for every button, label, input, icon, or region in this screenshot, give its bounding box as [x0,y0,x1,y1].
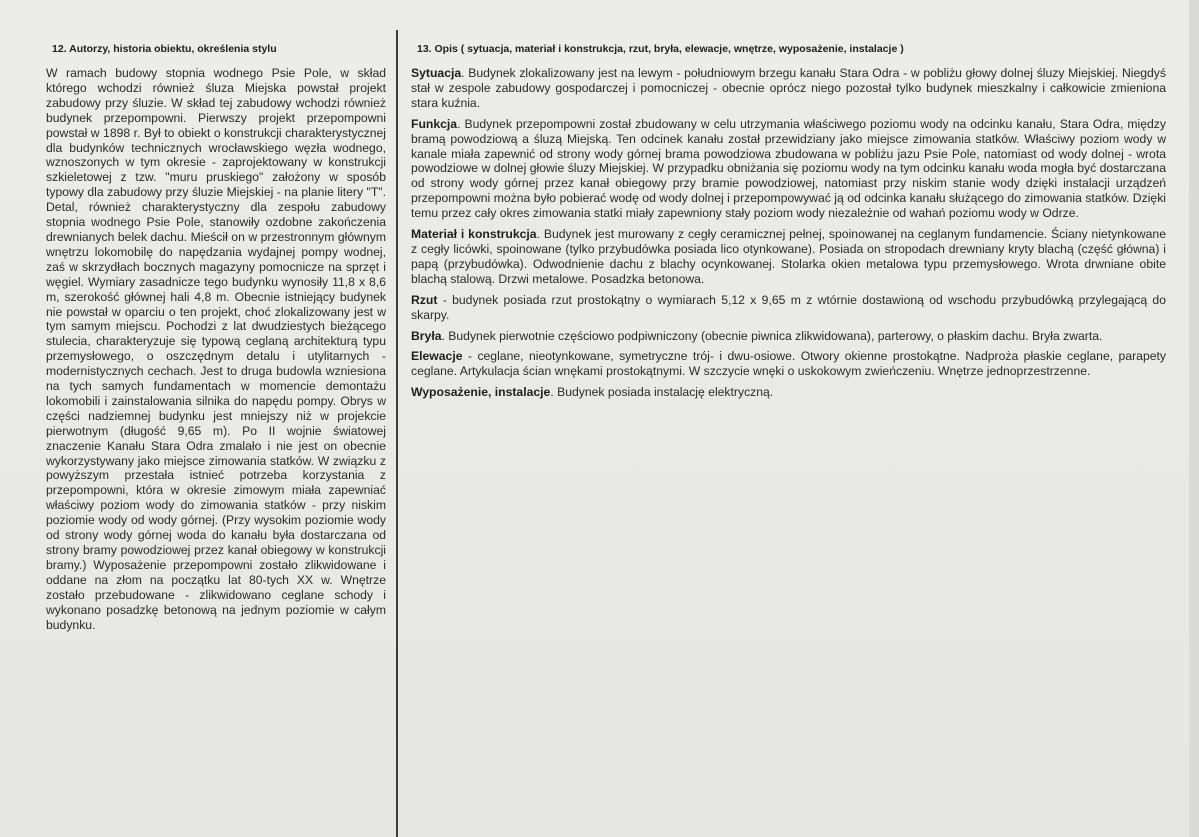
massing-paragraph [411,329,1166,344]
plan-text: - budynek posiada rzut prostokątny o wymiarach 5,12 x 9,65 m z wtórnie dostawioną od wschodu przybudówką przylegającą do skarpy. [411,292,1166,322]
equipment-paragraph [411,385,1166,400]
page-edge [1189,0,1199,837]
situation-label: Sytuacja [411,66,462,80]
function-paragraph [411,117,1166,221]
plan-paragraph [411,293,1166,323]
material-label: Materiał i konstrukcja [411,227,537,242]
massing-text: . Budynek pierwotnie częściowo podpiwniczony (obecnie piwnica zlikwidowana), parterowy, o płaskim dachu. Bryła zwarta. [441,328,1103,343]
left-section-heading: 12. Autorzy, historia obiektu, określenia stylu [52,43,277,55]
facades-paragraph [411,349,1166,379]
facades-label: Elewacje [411,349,463,364]
column-divider [396,30,398,837]
function-text: . Budynek przepompowni został zbudowany w celu utrzymania właściwego poziomu wody na odcinku kanału, Stara Odra, między bramą powodziową a śluzą Miejską. Ten odcinek kanału został przewidziany jako miejsce zimowania statków. Właściwy poziom wody w kanale miała zapewnić od strony wody górnej brama powodziowa zbudowana w pobliżu jazu Psie Pole, natomiast od wody dolnej - wrota powodziowe w dolnej głowie śluzy Miejskiej. W przypadku obniżania się poziomu wody na tym odcinku kanału woda mogła być dostarczana od strony wody górnej przez kanał obiegowy przy bramie powodziowej, natomiast przy niskim stanie wody dzięki instalacji urządzeń przepompowni można było pobierać wodę od wody dolnej i przepompowywać ją od odcinka kanału służącego do zimowania statków. Dzięki temu przez cały okres zimowania statki miały zapewniony stały poziom wody niezależnie od wahań poziomu wody w Odrze. [411,116,1166,221]
right-section-heading: 13. Opis ( sytuacja, materiał i konstrukcja, rzut, bryła, elewacje, wnętrze, wyposażenie, instalacje ) [417,43,904,55]
situation-text: . Budynek zlokalizowany jest na lewym - południowym brzegu kanału Stara Odra - w pobliżu głowy dolnej śluzy Miejskiej. Niegdyś stał w zespole zabudowy gospodarczej i pomocniczej - obecnie oprócz niego pozostał tylko budynek mieszkalny i całkowicie zmieniona stara kuźnia. [411,66,1166,110]
plan-label: Rzut [411,292,438,307]
material-text: . Budynek jest murowany z cegły ceramicznej pełnej, spoinowanej na ceglanym fundamencie. Ściany nietynkowane z cegły licówki, spoinowane (tylko przybudówka posiada lico otynkowane). Posiada on stropodach drewniany kryty blachą (część główna) i papą (przybudówka). Odwodnienie dachu z blachy ocynkowanej. Stolarka okien metalowa typu przemysłowego. Wrota drwniane obite blachą stalową. Drzwi metalowe. Posadzka betonowa. [411,227,1166,286]
material-paragraph [411,227,1166,287]
equipment-label: Wyposażenie, instalacje [411,385,551,400]
situation-paragraph [411,66,1166,111]
description-column [411,66,1166,406]
equipment-text: . Budynek posiada instalację elektryczną. [550,385,774,400]
massing-label: Bryła [411,328,442,343]
facades-text: - ceglane, nieotynkowane, symetryczne trój- i dwu-osiowe. Otwory okienne prostokątne. Nadproża płaskie ceglane, parapety ceglane. Artykulacja ścian wnękami prostokątnymi. W szczycie wnęki o uskokowym zwieńczeniu. Wnętrze jednoprzestrzenne. [411,349,1166,379]
function-label: Funkcja [411,116,458,131]
history-text: W ramach budowy stopnia wodnego Psie Pole, w skład którego wchodzi również śluza Miejska powstał projekt zabudowy przy śluzie. W skład tej zabudowy wchodzi również budynek przepompowni. Pierwszy projekt przepompowni powstał w 1898 r. Był to obiekt o konstrukcji charakterystycznej dla budynków technicznych wrocławskiego węzła wodnego, wznoszonych w tym okresie - zaprojektowany w konstrukcji szkieletowej z tzw. "muru pruskiego" założony w sposób typowy dla zabudowy przy śluzie Miejskiej - na planie litery "T". Detal, również charakterystyczny dla zespołu zabudowy stopnia wodnego Psie Pole, stanowiły ozdobne zakończenia drewnianych belek dachu. Mieścił on w przestronnym głównym wnętrzu lokomobilę do napędzania wydajnej pompy wodnej, zaś w skrzydłach bocznych magazyny pomocnicze na sprzęt i węgiel. Wymiary zasadnicze tego budynku wynosiły 11,8 x 8,6 m, szerokość głównej hali 4,8 m. Obecnie istniejący budynek nie powstał w oparciu o ten projekt, choć zlokalizowany jest w tym samym miejscu. Pochodzi z lat dwudziestych bieżącego stulecia, charakteryzuje się typową ceglaną architekturą typu przemysłowego, o oszczędnym detalu i utylitarnych - modernistycznych cechach. Jest to druga budowla wzniesiona na tych samych fundamentach w momencie demontażu lokomobili i zainstalowania silnika do napędu pompy. Obrys w części nadziemnej budynku jest mniejszy niż w projekcie pierwotnym (długość 9,65 m). Po II wojnie światowej znaczenie Kanału Stara Odra zmalało i nie jest on obecnie wykorzystywany jako miejsce zimowania statków. W związku z powyższym przestała istnieć potrzeba korzystania z przepompowni, która w okresie zimowym miała zapewniać właściwy poziom wody do zimowania statków - przy niskim poziomie wody od wody górnej. (Przy wysokim poziomie wody od strony wody górnej woda do kanału była dostarczana od strony bramy powodziowej przez kanał obiegowy w konstrukcji bramy.) Wyposażenie przepompowni zostało zlikwidowane i oddane na złom na początku lat 80-tych XX w. Wnętrze zostało przebudowane - zlikwidowano ceglane schody i wykonano posadzkę betonową na jednym poziomie w całym budynku. [46,66,386,632]
